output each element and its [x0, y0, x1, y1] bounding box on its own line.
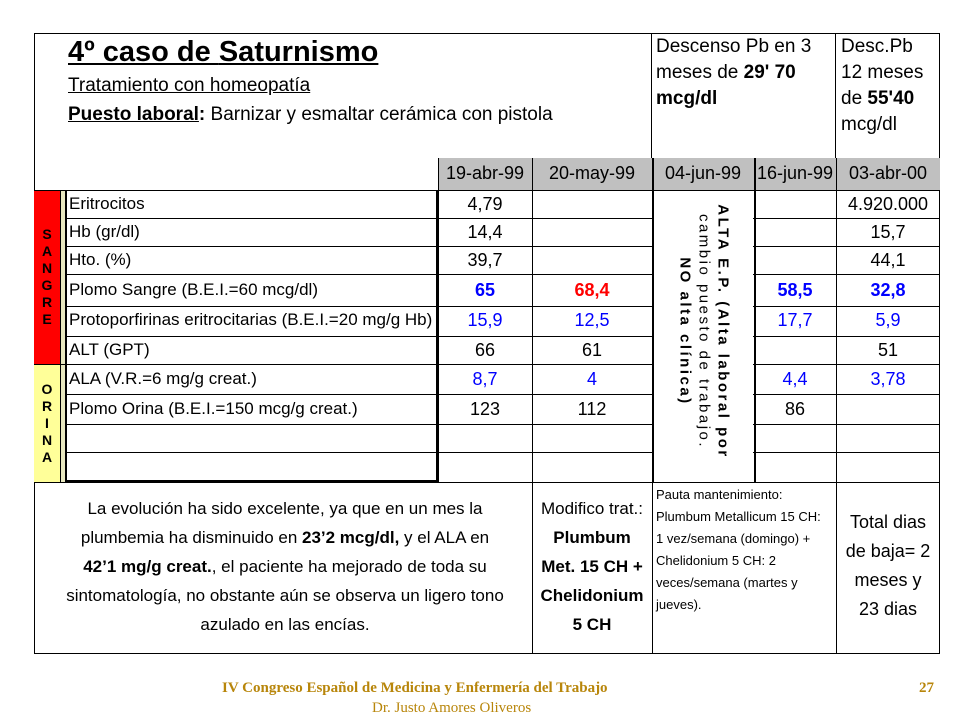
row-label-plomo-orina: Plomo Orina (B.E.I.=150 mcg/g creat.): [69, 399, 358, 418]
table-cell: 61: [581, 340, 603, 360]
table-cell: 5,9: [875, 310, 901, 330]
date-col-3: 04-jun-99: [664, 163, 742, 183]
table-cell: 65: [474, 280, 496, 300]
table-cell: 4,4: [782, 369, 808, 389]
table-cell: 4,79: [467, 194, 503, 214]
table-cell: 14,4: [467, 222, 503, 242]
treatment-subtitle: Tratamiento con homeopatía: [68, 75, 311, 96]
evolution-text: La evolución ha sido excelente, ya que en un mes la plumbemia ha disminuido en 23’2 mcg/dl, y el ALA en 42’1 mg/g creat., el paciente ha mejorado de toda su sintomatología, no obstante aún se observa un ligero tono azulado en las encías.: [66, 499, 504, 634]
table-cell: 51: [877, 340, 899, 360]
table-cell: 12,5: [574, 310, 610, 330]
row-label-protoporfirinas: Protoporfirinas eritrocitarias (B.E.I.=20 mg/g Hb): [69, 310, 433, 329]
page-title: 4º caso de Saturnismo: [68, 36, 379, 68]
table-cell: 4: [586, 369, 597, 389]
sangre-label: S A N G R E: [34, 190, 61, 364]
total-dias-baja: Total dias de baja= 2 meses y 23 dias: [845, 512, 931, 619]
modifico-tratamiento: Modifico trat.: Plumbum Met. 15 CH + Chelidonium 5 CH: [540, 499, 644, 634]
table-cell: 68,4: [574, 280, 610, 300]
table-cell: 3,78: [870, 369, 906, 389]
date-col-1: 19-abr-99: [445, 163, 525, 183]
table-cell: 39,7: [467, 250, 503, 270]
date-col-4: 16-jun-99: [756, 163, 834, 183]
row-label-hb: Hb (gr/dl): [69, 222, 140, 241]
table-cell: 8,7: [472, 369, 498, 389]
row-label-ala: ALA (V.R.=6 mg/g creat.): [69, 369, 257, 388]
table-cell: 66: [474, 340, 496, 360]
table-cell: 58,5: [777, 280, 813, 300]
page-number: 27: [919, 680, 934, 696]
table-cell: 86: [784, 399, 806, 419]
descenso-3-meses: Descenso Pb en 3 meses de 29' 70 mcg/dl: [656, 36, 812, 109]
table-cell: 15,9: [467, 310, 503, 330]
orina-label: O R I N A: [34, 364, 61, 482]
row-label-hto: Hto. (%): [69, 250, 132, 269]
table-cell: 32,8: [870, 280, 906, 300]
date-col-5: 03-abr-00: [848, 163, 928, 183]
table-cell: 4.920.000: [847, 194, 929, 214]
table-cell: 112: [577, 399, 607, 419]
table-cell: 44,1: [870, 250, 906, 270]
table-cell: 15,7: [870, 222, 906, 242]
row-label-plomo-sangre: Plomo Sangre (B.E.I.=60 mcg/dl): [69, 280, 318, 299]
job-description: Puesto laboral: Barnizar y esmaltar cerámica con pistola: [68, 104, 553, 125]
descenso-12-meses: Desc.Pb 12 meses de 55'40 mcg/dl: [841, 36, 924, 135]
date-col-2: 20-may-99: [548, 163, 636, 183]
row-label-alt: ALT (GPT): [69, 340, 150, 359]
footer-author: Dr. Justo Amores Oliveros: [372, 700, 532, 716]
alta-note: ALTA E.P. (Alta laboral por cambio puesto de trabajo. NO alta clínica): [676, 203, 732, 459]
footer-congress: IV Congreso Español de Medicina y Enfermería del Trabajo: [222, 680, 608, 696]
table-cell: 17,7: [777, 310, 813, 330]
row-label-eritrocitos: Eritrocitos: [69, 194, 145, 213]
pauta-mantenimiento: Pauta mantenimiento: Plumbum Metallicum 15 CH: 1 vez/semana (domingo) + Chelidonium 5 CH: 2 veces/semana (martes y jueves).: [656, 487, 821, 612]
table-cell: 123: [469, 399, 501, 419]
